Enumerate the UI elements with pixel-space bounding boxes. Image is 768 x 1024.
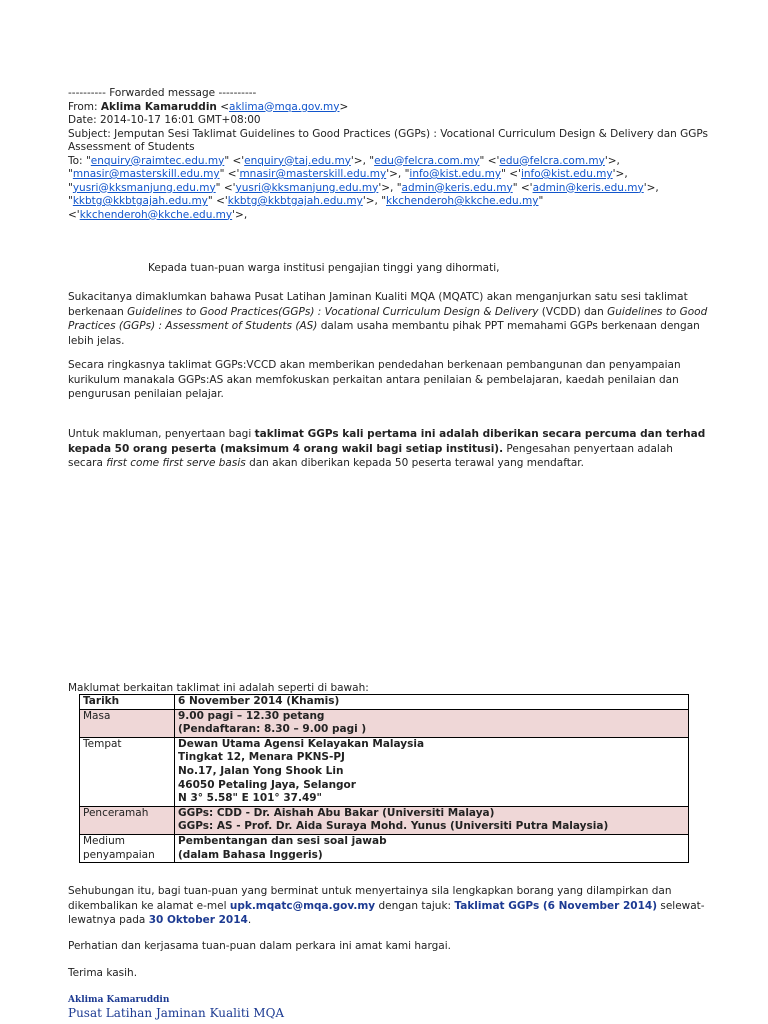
deadline-date: 30 Oktober 2014	[148, 914, 248, 926]
penceramah-label: Penceramah	[80, 806, 175, 834]
recipient-link[interactable]: info@kist.edu.my	[409, 168, 502, 180]
tempat-value: Dewan Utama Agensi Kelayakan Malaysia Tingkat 12, Menara PKNS-PJ No.17, Jalan Yong Shook Lin 46050 Petaling Jaya, Selangor N 3° 5.58" E 101° 37.49"	[175, 737, 689, 806]
paragraph-registration: Sehubungan itu, bagi tuan-puan yang berminat untuk menyertainya sila lengkapkan borang yang dilampirkan dan dikembalikan ke alamat e-mel upk.mqatc@mqa.gov.my dengan tajuk: Taklimat GGPs (6 November 2014) selewat-lewatnya pada 30 Oktober 2014.	[68, 885, 705, 926]
paragraph-summary: Secara ringkasnya taklimat GGPs:VCCD akan memberikan pendedahan berkenaan pembangunan dan penyampaian kurikulum manakala GGPs:AS akan memfokuskan perkaitan antara penilaian & pembelajaran, kaedah penilaian dan pengurusan penilaian pelajar.	[68, 359, 681, 400]
table-row	[80, 695, 689, 710]
email-header	[68, 87, 718, 222]
recipient-link[interactable]: enquiry@raimtec.edu.my	[90, 154, 225, 167]
registration-email[interactable]: upk.mqatc@mqa.gov.my	[229, 899, 376, 912]
recipient-link[interactable]: enquiry@taj.edu.my	[244, 154, 351, 167]
event-details-table	[79, 694, 689, 863]
sender-email-link[interactable]: aklima@mqa.gov.my	[229, 100, 340, 113]
signature-name: Aklima Kamaruddin	[68, 995, 170, 1005]
masa-value: 9.00 pagi – 12.30 petang (Pendaftaran: 8.30 – 9.00 pagi )	[175, 709, 689, 737]
tarikh-value: 6 November 2014 (Khamis)	[175, 695, 689, 710]
medium-value: Pembentangan dan sesi soal jawab (dalam Bahasa Inggeris)	[175, 834, 689, 862]
from-line: From: Aklima Kamaruddin <aklima@mqa.gov.my>	[68, 100, 349, 113]
paragraph-thanks: Perhatian dan kerjasama tuan-puan dalam perkara ini amat kami hargai.	[68, 940, 451, 952]
date-line: Date: 2014-10-17 16:01 GMT+08:00	[68, 114, 261, 126]
recipient-link[interactable]: kkchenderoh@kkche.edu.my	[386, 195, 539, 207]
recipient-link[interactable]: kkbtg@kkbtgajah.edu.my	[227, 195, 363, 207]
recipient-link[interactable]: info@kist.edu.my	[520, 168, 613, 180]
penceramah-value: GGPs: CDD - Dr. Aishah Abu Bakar (Universiti Malaya) GGPs: AS - Prof. Dr. Aida Suraya Mohd. Yunus (Universiti Putra Malaysia)	[175, 806, 689, 834]
forwarded-line: ---------- Forwarded message ----------	[68, 87, 257, 99]
recipient-link[interactable]: kkbtg@kkbtgajah.edu.my	[72, 195, 208, 207]
recipient-link[interactable]: mnasir@masterskill.edu.my	[239, 168, 387, 180]
email-subject-title: Taklimat GGPs (6 November 2014)	[454, 899, 658, 912]
signature-organization: Pusat Latihan Jaminan Kualiti MQA	[68, 1006, 285, 1020]
masa-label: Masa	[80, 709, 175, 737]
recipient-link[interactable]: admin@keris.edu.my	[401, 181, 513, 194]
table-row	[80, 737, 689, 806]
recipient-link[interactable]: edu@felcra.com.my	[374, 154, 480, 167]
recipient-link[interactable]: yusri@kksmanjung.edu.my	[235, 181, 379, 194]
medium-label: Medium penyampaian	[80, 834, 175, 862]
tempat-label: Tempat	[80, 737, 175, 806]
paragraph-participation: Untuk makluman, penyertaan bagi taklimat GGPs kali pertama ini adalah diberikan secara percuma dan terhad kepada 50 orang peserta (maksimum 4 orang wakil bagi setiap institusi). Pengesahan penyertaan adalah secara first come first serve basis dan akan diberikan kepada 50 peserta terawal yang mendaftar.	[68, 428, 706, 469]
closing-line: Terima kasih.	[68, 967, 138, 979]
greeting: Kepada tuan-puan warga institusi pengajian tinggi yang dihormati,	[148, 262, 500, 274]
paragraph-intro: Sukacitanya dimaklumkan bahawa Pusat Latihan Jaminan Kualiti MQA (MQATC) akan menganjurkan satu sesi taklimat berkenaan Guidelines to Good Practices(GGPs) : Vocational Curriculum Design & Delivery (VCDD) dan Guidelines to Good Practices (GGPs) : Assessment of Students (AS) dalam usaha membantu pihak PPT memahami GGPs berkenaan dengan lebih jelas.	[68, 291, 708, 347]
subject-line: Subject: Jemputan Sesi Taklimat Guidelines to Good Practices (GGPs) : Vocational Curriculum Design & Delivery dan GGPs Assessment of Students	[68, 127, 709, 153]
to-line: To: "enquiry@raimtec.edu.my" <'enquiry@taj.edu.my'>, "edu@felcra.com.my" <'edu@felcra.com.my'>, "mnasir@masterskill.edu.my" <'mnasir@masterskill.edu.my'>, "info@kist.edu.my" <'info@kist.edu.my'>, "yusri@kksmanjung.edu.my" <'yusri@kksmanjung.edu.my'>, "admin@keris.edu.my" <'admin@keris.edu.my'>, "kkbtg@kkbtgajah.edu.my" <'kkbtg@kkbtgajah.edu.my'>, "kkchenderoh@kkche.edu.my" <'kkchenderoh@kkche.edu.my'>,	[68, 154, 659, 221]
recipient-link[interactable]: mnasir@masterskill.edu.my	[72, 168, 220, 180]
table-row	[80, 806, 689, 834]
sender-name: Aklima Kamaruddin	[100, 100, 217, 113]
recipient-link[interactable]: admin@keris.edu.my	[532, 181, 644, 194]
table-row	[80, 834, 689, 862]
recipient-link[interactable]: kkchenderoh@kkche.edu.my	[79, 208, 233, 221]
tarikh-label: Tarikh	[80, 695, 175, 710]
table-intro: Maklumat berkaitan taklimat ini adalah seperti di bawah:	[68, 682, 369, 694]
table-row	[80, 709, 689, 737]
recipient-link[interactable]: yusri@kksmanjung.edu.my	[72, 181, 216, 194]
recipient-link[interactable]: edu@felcra.com.my	[499, 154, 605, 167]
